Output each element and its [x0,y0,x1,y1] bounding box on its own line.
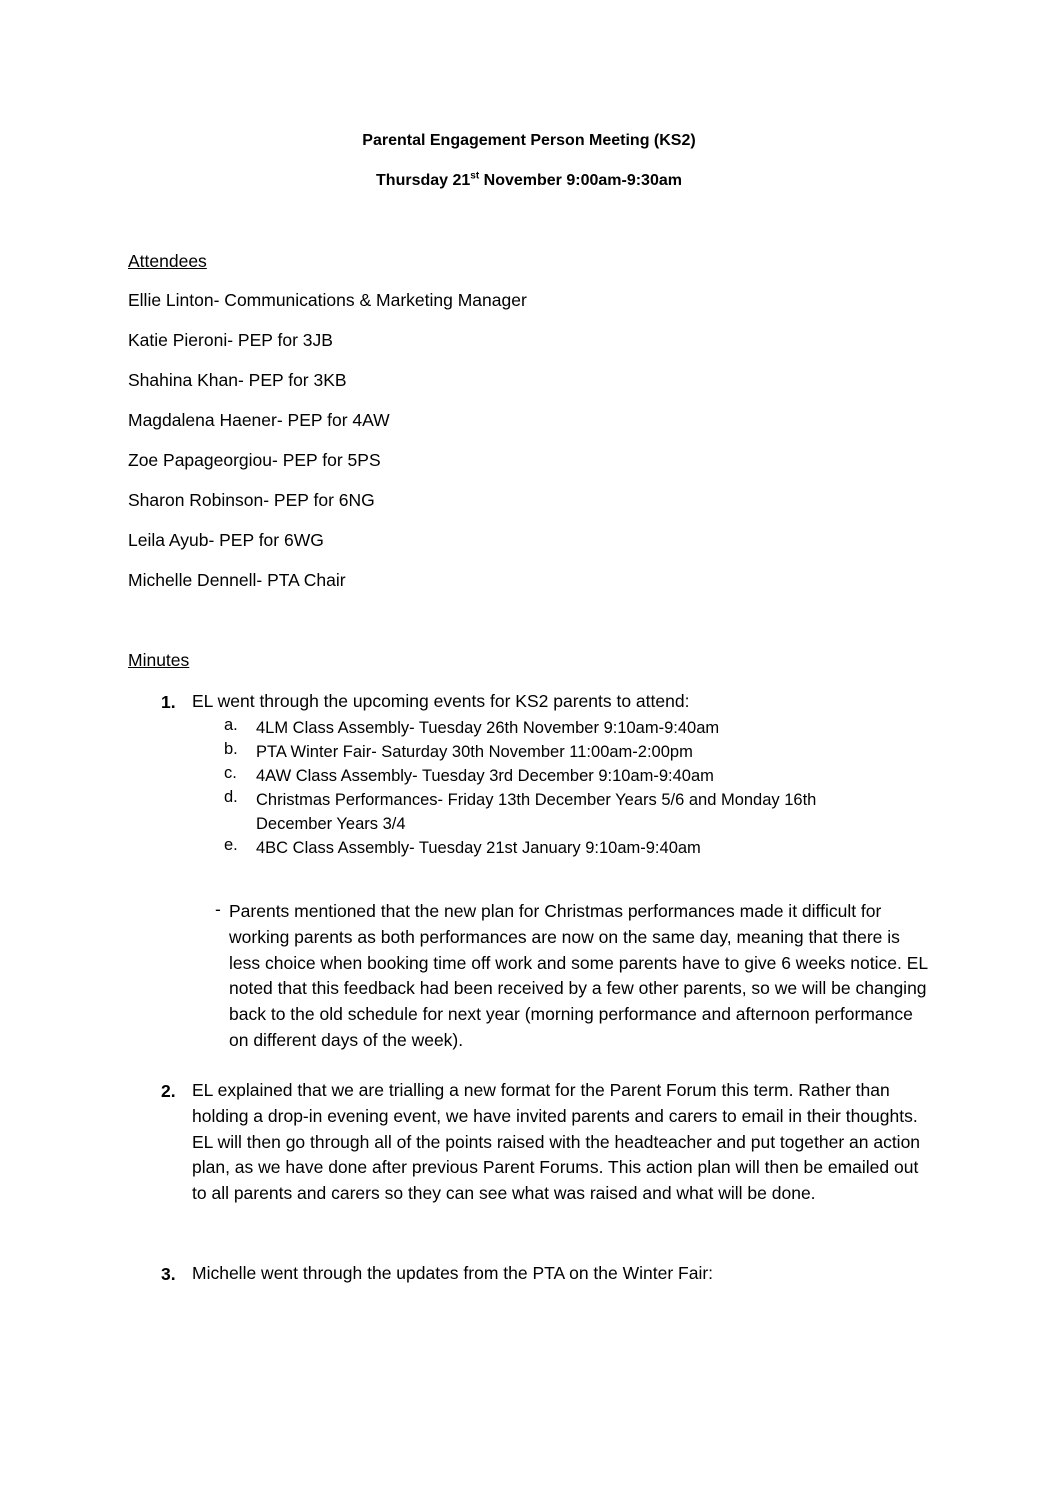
meeting-date [0,172,1058,190]
attendee-item: Leila Ayub- PEP for 6WG [128,530,324,550]
subitem-text: 4AW Class Assembly- Tuesday 3rd December 9:10am-9:40am [256,767,714,785]
subitem-text: 4BC Class Assembly- Tuesday 21st January 9:10am-9:40am [256,839,701,857]
subitem-letter: c. [224,764,237,782]
attendee-item: Michelle Dennell- PTA Chair [128,570,346,590]
minutes-item-text: EL explained that we are trialling a new format for the Parent Forum this term. Rather than holding a drop-in evening event, we have invited parents and carers to email in their thoughts. EL will then go through all of the points raised with the headteacher and put together an action plan, as we have done after previous Parent Forums. This action plan will then be emailed out to all parents and carers so they can see what was raised and what will be done. [192,1080,921,1204]
attendees-heading: Attendees [128,251,207,271]
attendee-item: Magdalena Haener- PEP for 4AW [128,410,390,430]
attendee-item: Ellie Linton- Communications & Marketing Manager [128,290,527,310]
note-dash: - [215,899,221,919]
attendee-item: Katie Pieroni- PEP for 3JB [128,330,333,350]
minutes-note: Parents mentioned that the new plan for Christmas performances made it difficult for working parents as both performances are now on the same day, meaning that there is less choice when booking time off work and some parents have to give 6 weeks notice. EL noted that this feedback had been received by a few other parents, so we will be changing back to the old schedule for next year (morning performance and afternoon performance on different days of the week). [229,901,928,1050]
attendee-item: Zoe Papageorgiou- PEP for 5PS [128,450,381,470]
minutes-item-number: 2. [161,1081,176,1101]
subitem-text: 4LM Class Assembly- Tuesday 26th November 9:10am-9:40am [256,719,720,737]
subitem-letter: d. [224,788,238,806]
subitem-text: PTA Winter Fair- Saturday 30th November 11:00am-2:00pm [256,743,693,761]
attendee-item: Sharon Robinson- PEP for 6NG [128,490,375,510]
subitem-letter: a. [224,716,238,734]
subitem-letter: e. [224,836,238,854]
meeting-date-prefix: Thursday 21 [376,172,471,189]
meeting-date-ordinal: st [470,170,480,182]
minutes-heading: Minutes [128,650,190,670]
meeting-date-suffix: November 9:00am-9:30am [479,172,682,189]
minutes-item-text: EL went through the upcoming events for KS2 parents to attend: [192,691,690,711]
minutes-item-number: 3. [161,1264,176,1284]
subitem-text: Christmas Performances- Friday 13th December Years 5/6 and Monday 16th December Years 3/4 [256,791,817,833]
attendee-item: Shahina Khan- PEP for 3KB [128,370,347,390]
minutes-item-number: 1. [161,692,176,712]
document-title: Parental Engagement Person Meeting (KS2) [362,132,696,149]
subitem-letter: b. [224,740,238,758]
minutes-item-text: Michelle went through the updates from the PTA on the Winter Fair: [192,1263,714,1283]
